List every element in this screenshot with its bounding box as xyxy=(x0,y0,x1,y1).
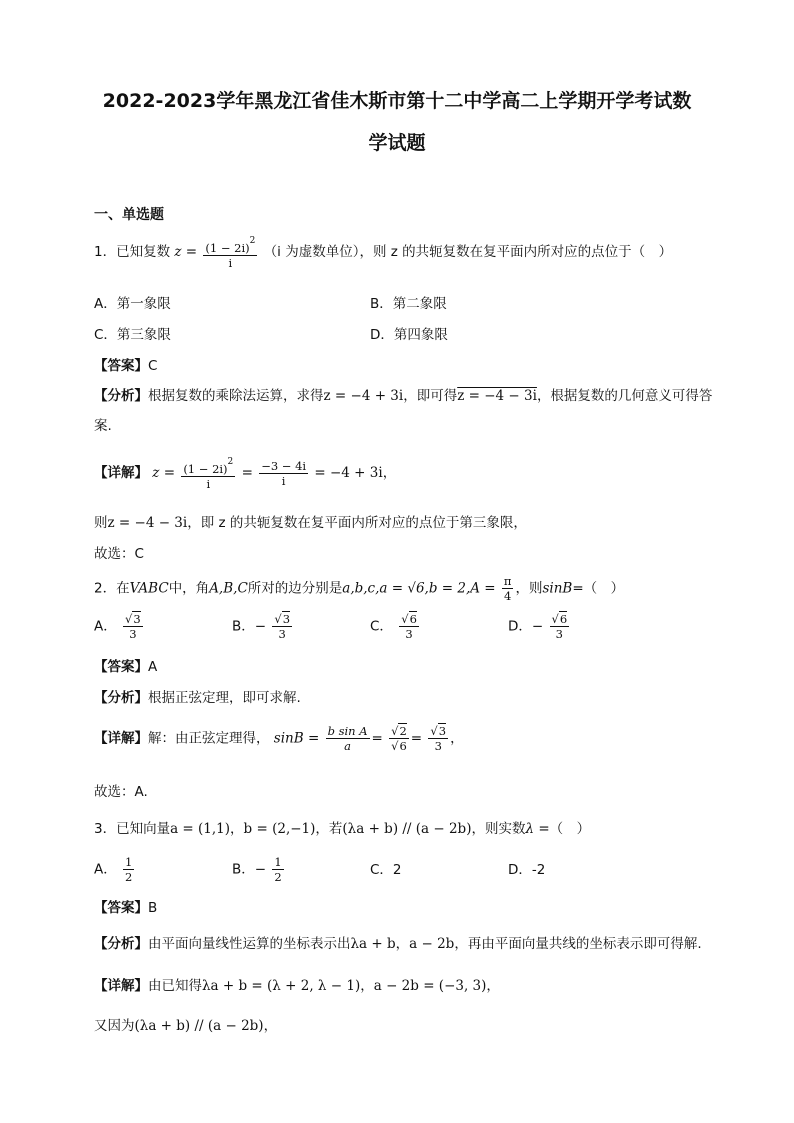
q1-analysis: 【分析】根据复数的乘除法运算，求得z = −4 + 3i，即可得z = −4 − 3i，根据复数的几何意义可得答 xyxy=(94,388,713,404)
q2-stem: 2．在VABC中，角A,B,C所对的边分别是a,b,c,a = √6,b = 2,A = $\frac{\pi}{4}$ ，则sinB=（ ） xyxy=(94,574,625,603)
q2-option-a: A． $\frac{√3}{3}$ xyxy=(94,612,141,641)
q1-z: z = xyxy=(174,244,198,260)
q2-option-c: C． $\frac{√6}{3}$ xyxy=(370,612,417,641)
q1-fraction: $\frac{(1 - 2i)^2}{i}$ xyxy=(205,236,256,270)
q1-analysis-line2: 案. xyxy=(94,418,112,434)
q1-detail: 【详解】 z = $\frac{(1 - 2i)^2}{i}$ = $\frac{-3 - 4i}{i}$ = −4 + 3i， xyxy=(94,457,397,491)
q3-answer: 【答案】B xyxy=(94,900,158,916)
q2-choose: 故选：A. xyxy=(94,784,148,800)
q2-option-d: D．− $\frac{√6}{3}$ xyxy=(508,612,568,641)
q1-answer: 【答案】C xyxy=(94,358,158,374)
q1-stem xyxy=(94,234,672,270)
q3-option-c: C．2 xyxy=(370,862,402,878)
q3-stem: 3．已知向量a = (1,1)，b = (2,−1)，若(λa + b) // (a − 2b)，则实数λ =（ ） xyxy=(94,821,591,837)
q3-analysis: 【分析】由平面向量线性运算的坐标表示出λa + b，a − 2b，再由平面向量共线的坐标表示即可得解. xyxy=(94,936,702,952)
q1-option-a: A．第一象限 xyxy=(94,296,171,312)
q3-detail-line2: 又因为(λa + b) // (a − 2b)， xyxy=(94,1018,278,1034)
q3-option-d: D．-2 xyxy=(508,862,546,878)
section-heading: 一、单选题 xyxy=(94,207,164,223)
q1-option-d: D．第四象限 xyxy=(370,327,448,343)
q3-detail: 【详解】由已知得λa + b = (λ + 2, λ − 1)，a − 2b = (−3, 3)， xyxy=(94,978,500,994)
q1-option-b: B．第二象限 xyxy=(370,296,447,312)
paper-title-line2: 学试题 xyxy=(368,132,426,154)
q3-option-b: B．− $\frac{1}{2}$ xyxy=(232,855,282,884)
q2-analysis: 【分析】根据正弦定理，即可求解. xyxy=(94,690,301,706)
q1-conjugate: 则z = −4 − 3i，即 z 的共轭复数在复平面内所对应的点位于第三象限， xyxy=(94,515,527,531)
q1-number: 1．已知复数 xyxy=(94,244,171,260)
q1-choose: 故选：C xyxy=(94,546,144,562)
q1-stem-rest: （i 为虚数单位），则 z 的共轭复数在复平面内所对应的点位于（ ） xyxy=(263,244,673,260)
q2-option-b: B．− $\frac{√3}{3}$ xyxy=(232,612,291,641)
q3-option-a: A． $\frac{1}{2}$ xyxy=(94,855,133,884)
q2-answer: 【答案】A xyxy=(94,659,158,675)
q1-option-c: C．第三象限 xyxy=(94,327,171,343)
paper-title-line1: 2022-2023学年黑龙江省佳木斯市第十二中学高二上学期开学考试数 xyxy=(102,90,692,112)
q2-detail: 【详解】解：由正弦定理得， sinB = $\frac{\text{b sin A}}{a}$ = $\frac{√2}{√6}$ = $\frac{√3}{3}$ ， xyxy=(94,724,464,753)
